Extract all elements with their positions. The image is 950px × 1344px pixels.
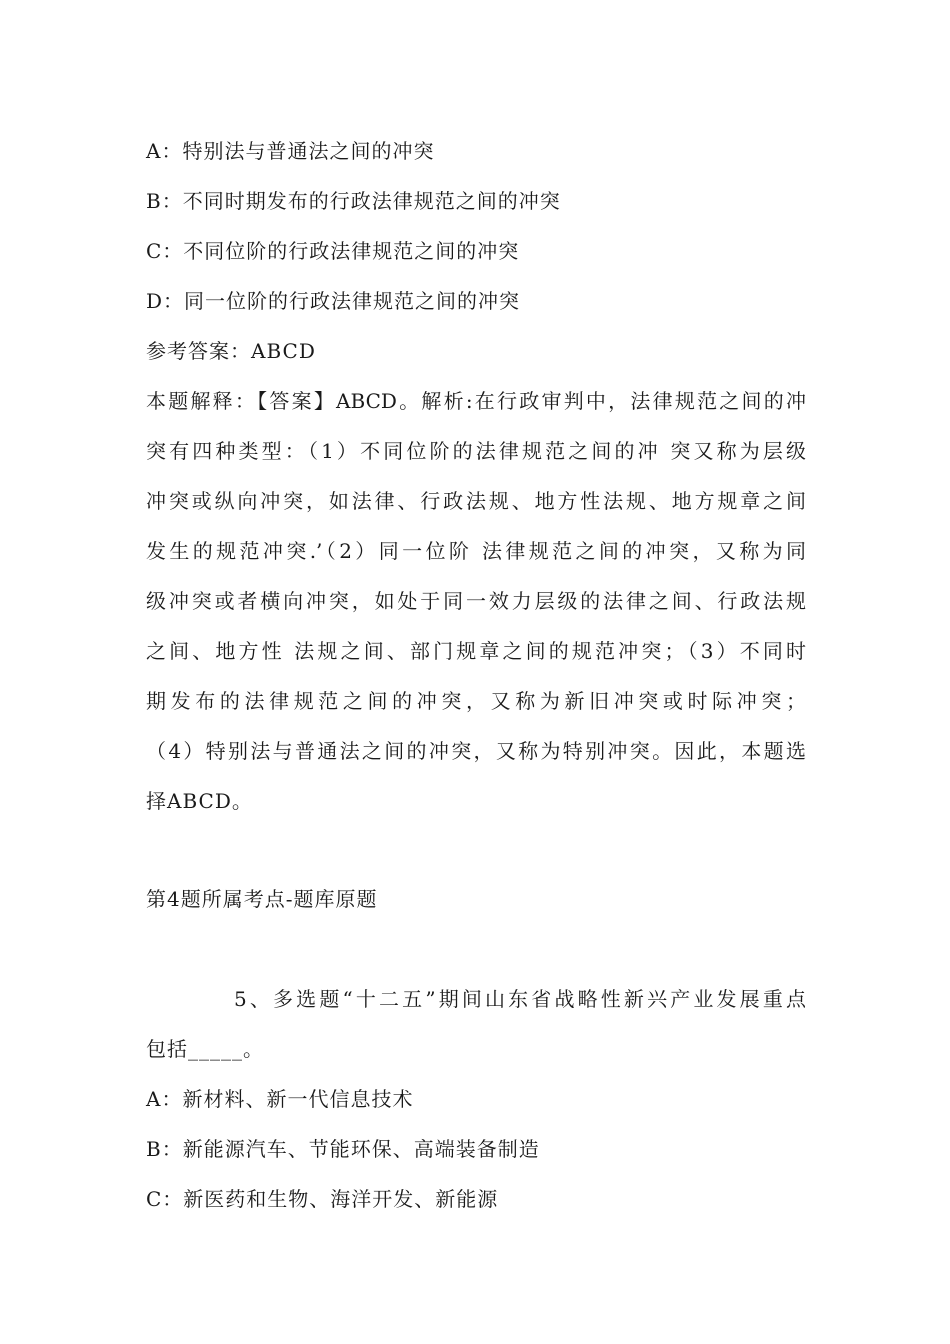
q3-option-c: C：不同位阶的行政法律规范之间的冲突 — [146, 239, 520, 263]
q3-topic: 第4题所属考点-题库原题 — [146, 887, 378, 911]
q3-explanation-line: 之间、地方性 法规之间、部门规章之间的规范冲突；（3）不同时 — [146, 639, 806, 663]
q3-explanation-line: 冲突或纵向冲突，如法律、行政法规、地方性法规、地方规章之间 — [146, 489, 806, 513]
q3-option-d: D：同一位阶的行政法律规范之间的冲突 — [146, 289, 521, 313]
q5-stem-line: 5、多选题“十二五”期间山东省战略性新兴产业发展重点 — [234, 987, 806, 1011]
q3-explanation-line: 本题解释：【答案】ABCD。解析:在行政审判中，法律规范之间的冲 — [146, 389, 806, 413]
q5-option-c: C：新医药和生物、海洋开发、新能源 — [146, 1187, 499, 1211]
q3-explanation-line: 期发布的法律规范之间的冲突，又称为新旧冲突或时际冲突； — [146, 689, 806, 713]
q3-explanation-line: 突有四种类型：（1）不同位阶的法律规范之间的冲 突又称为层级 — [146, 439, 806, 463]
q3-explanation-line: 发生的规范冲突.’（2）同一位阶 法律规范之间的冲突，又称为同 — [146, 539, 806, 563]
q5-stem-line: 包括_____。 — [146, 1037, 264, 1061]
q5-option-b: B：新能源汽车、节能环保、高端装备制造 — [146, 1137, 540, 1161]
q3-explanation-line: （4）特别法与普通法之间的冲突，又称为特别冲突。因此，本题选 — [146, 739, 806, 763]
q3-option-b: B：不同时期发布的行政法律规范之间的冲突 — [146, 189, 561, 213]
q3-explanation-line: 级冲突或者横向冲突，如处于同一效力层级的法律之间、行政法规 — [146, 589, 806, 613]
q3-explanation-line: 择ABCD。 — [146, 789, 253, 813]
q5-option-a: A：新材料、新一代信息技术 — [146, 1087, 414, 1111]
q3-answer: 参考答案：ABCD — [146, 339, 316, 363]
q3-option-a: A：特别法与普通法之间的冲突 — [146, 139, 435, 163]
